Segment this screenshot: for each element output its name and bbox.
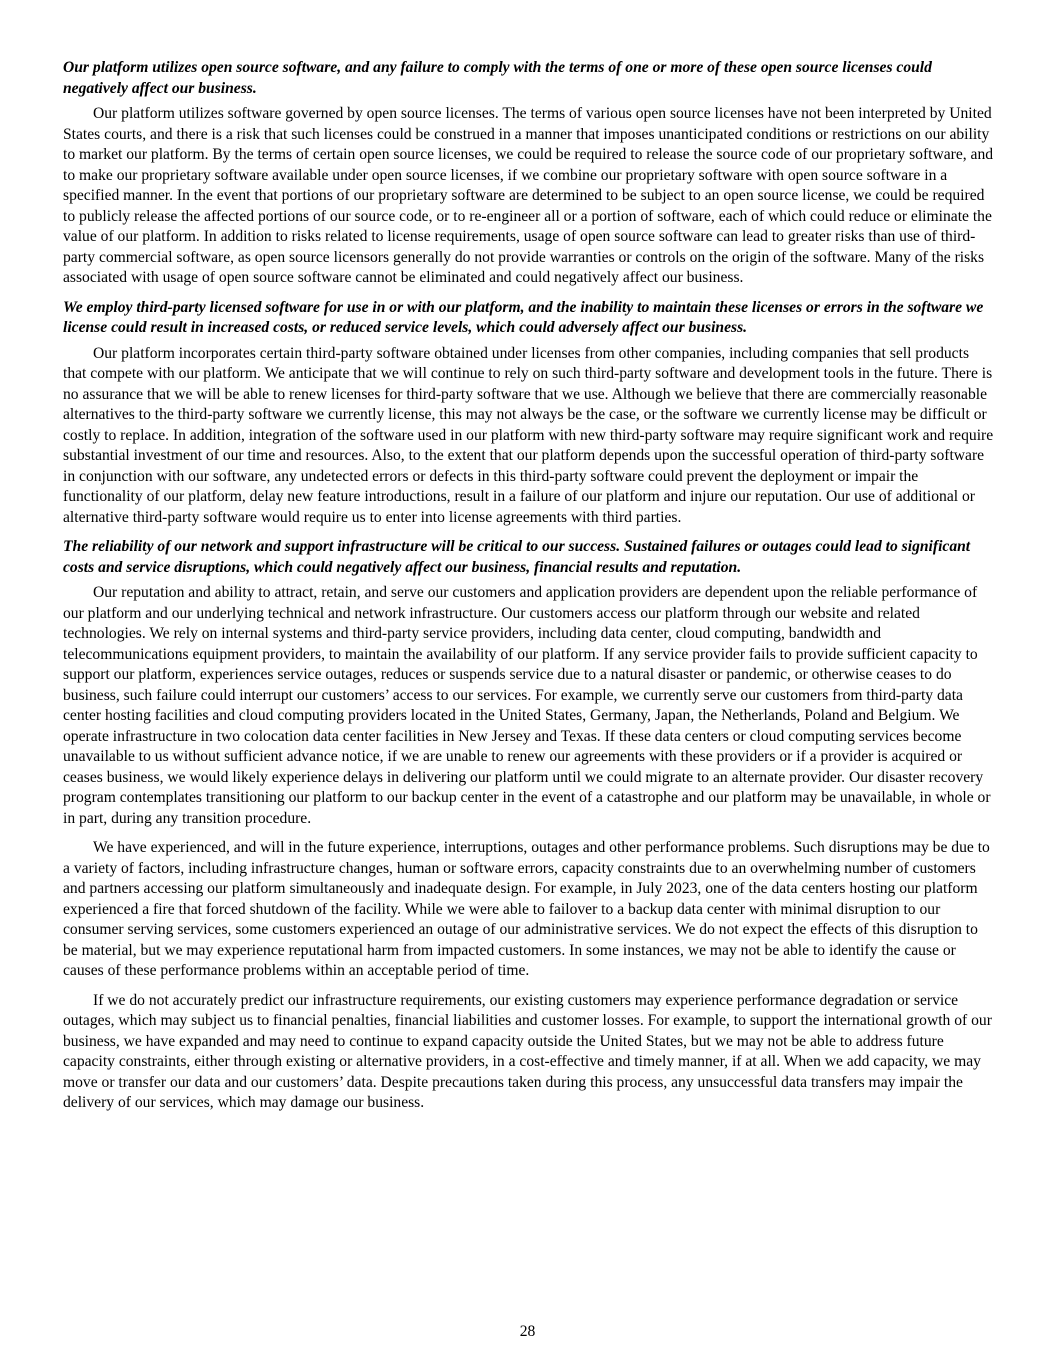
paragraph-third-party-software: Our platform incorporates certain third-party software obtained under licenses from other companies, including companies that sell products that compete with our platform. We anticipate that we will continue to rely on such third-party software and development tools in the future. There is no assurance that we will be able to renew licenses for third-party software that we use. Although we believe that there are commercially reasonable alternatives to the third-party software we currently license, this may not always be the case, or the software we currently license may be difficult or costly to replace. In addition, integration of the software used in our platform with new third-party software may require significant work and require substantial investment of our time and resources. Also, to the extent that our platform depends upon the successful operation of third-party software in conjunction with our software, any undetected errors or defects in this third-party software could prevent the deployment or impair the functionality of our platform, delay new feature introductions, result in a failure of our platform and injure our reputation. Our use of additional or alternative third-party software would require us to enter into license agreements with third parties. xyxy=(63,344,994,526)
paragraph-network-reliability-2: We have experienced, and will in the future experience, interruptions, outages and other performance problems. Such disruptions may be due to a variety of factors, including infrastructure changes, human or software errors, capacity constraints due to an overwhelming number of customers and partners accessing our platform simultaneously and inadequate design. For example, in July 2023, one of the data centers hosting our platform experienced a fire that forced shutdown of the facility. While we were able to failover to a backup data center with minimal disruption to our consumer serving services, some customers experienced an outage of our administrative services. We do not expect the effects of this disruption to be material, but we may experience reputational harm from impacted customers. In some instances, we may not be able to identify the cause or causes of these performance problems within an acceptable period of time. xyxy=(63,839,990,979)
paragraph-network-reliability-3: If we do not accurately predict our infrastructure requirements, our existing customers may experience performance degradation or service outages, which may subject us to financial penalties, financial liabilities and customer losses. For example, to support the international growth of our business, we have expanded and may need to continue to expand capacity outside the United States, but we may not be able to address future capacity constraints, either through existing or alternative providers, in a cost-effective and timely manner, if at all. When we add capacity, we may move or transfer our data and our customers’ data. Despite precautions taken during this process, any unsuccessful data transfers may impair the delivery of our services, which may damage our business. xyxy=(63,991,992,1111)
section-heading-network-reliability: The reliability of our network and support infrastructure will be critical to our success. Sustained failures or outages could lead to significant costs and service disruptions, which could negatively affect our business, financial results and reputation. xyxy=(63,538,971,576)
section-heading-third-party-software: We employ third-party licensed software for use in or with our platform, and the inability to maintain these licenses or errors in the software we license could result in increased costs, or reduced service levels, which could adversely affect our business. xyxy=(63,298,984,336)
paragraph-open-source: Our platform utilizes software governed by open source licenses. The terms of various open source licenses have not been interpreted by United States courts, and there is a risk that such licenses could be construed in a manner that imposes unanticipated conditions or restrictions on our ability to market our platform. By the terms of certain open source licenses, we could be required to release the source code of our proprietary software, and to make our proprietary software available under open source licenses, if we combine our proprietary software with open source software in a specified manner. In the event that portions of our proprietary software are determined to be subject to an open source license, we could be required to publicly release the affected portions of our source code, or to re-engineer all or a portion of software, each of which could reduce or eliminate the value of our platform. In addition to risks related to license requirements, usage of open source software can lead to greater risks than use of third-party commercial software, as open source licensors generally do not provide warranties or controls on the origin of the software. Many of the risks associated with usage of open source software cannot be eliminated and could negatively affect our business. xyxy=(63,105,994,286)
section-heading-open-source: Our platform utilizes open source software, and any failure to comply with the terms of one or more of these open source licenses could negatively affect our business. xyxy=(63,59,932,97)
page-number: 28 xyxy=(519,1323,536,1340)
document-page xyxy=(63,58,994,1123)
paragraph-network-reliability-1: Our reputation and ability to attract, retain, and serve our customers and application providers are dependent upon the reliable performance of our platform and our underlying technical and network infrastructure. Our customers access our platform through our website and related technologies. We rely on internal systems and third-party service providers, including data center, cloud computing, bandwidth and telecommunications equipment providers, to maintain the availability of our platform. If any service provider fails to provide sufficient capacity to support our platform, experiences service outages, reduces or suspends service due to a natural disaster or pandemic, or otherwise ceases to do business, such failure could interrupt our customers’ access to our services. For example, we currently serve our customers from third-party data center hosting facilities and cloud computing providers located in the United States, Germany, Japan, the Netherlands, Poland and Belgium. We operate infrastructure in two colocation data center facilities in New Jersey and Texas. If these data centers or cloud computing services become unavailable to us without sufficient advance notice, if we are unable to renew our agreements with these providers or if a provider is acquired or ceases business, we would likely experience delays in delivering our platform until we could migrate to an alternate provider. Our disaster recovery program contemplates transitioning our platform to our backup center in the event of a catastrophe and our platform may be unavailable, in whole or in part, during any transition procedure. xyxy=(63,584,991,827)
